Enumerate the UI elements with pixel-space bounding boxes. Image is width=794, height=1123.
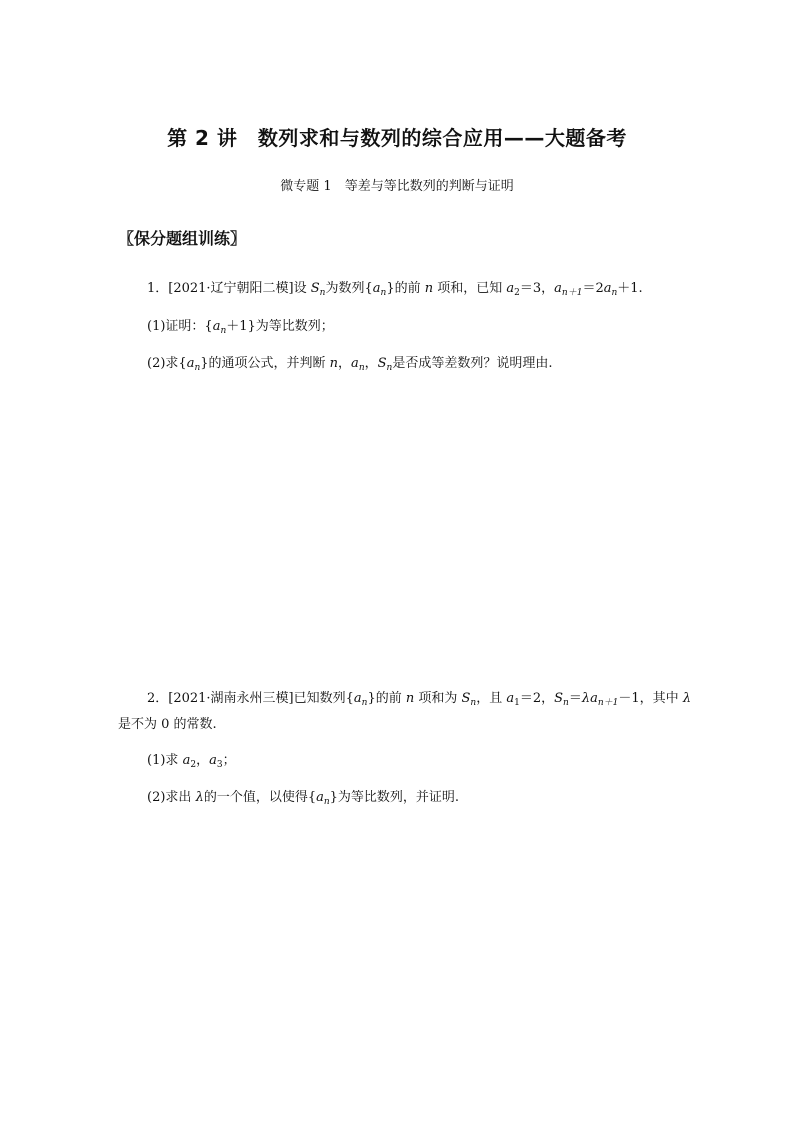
question-2-stem-continued: 是不为 0 的常数.: [118, 717, 217, 732]
section-heading: 〖保分题组训练〗: [118, 229, 247, 248]
topic-subtitle: 微专题 1 等差与等比数列的判断与证明: [280, 179, 514, 194]
question-2-part-2: (2)求出 λ的一个值，以使得$\{a_n\}$为等比数列，并证明.: [147, 790, 460, 807]
question-2-stem: 2．[2021·湖南永州三模]已知数列$\{a_n\}$的前 n 项和为 $S_n$，且 $a_1=2$，$S_n=\lambda a_{n+1}-1$，其中 λ: [147, 691, 692, 708]
question-1-part-2: (2)求$\{a_n\}$的通项公式，并判断 n，$a_n$，$S_n$是否成等差数列？说明理由.: [147, 356, 553, 373]
question-1-stem: 1．[2021·辽宁朝阳二模]设 $S_n$为数列$\{a_n\}$的前 n 项和，已知 $a_2=3$，$a_{n+1}=2a_n+1$.: [147, 281, 643, 298]
question-1-part-1: (1)证明：$\{a_n+1\}$为等比数列；: [147, 319, 334, 336]
question-2-part-1: (1)求 $a_2$，$a_3$；: [147, 753, 236, 770]
lecture-title: 第 2 讲 数列求和与数列的综合应用——大题备考: [167, 126, 627, 150]
